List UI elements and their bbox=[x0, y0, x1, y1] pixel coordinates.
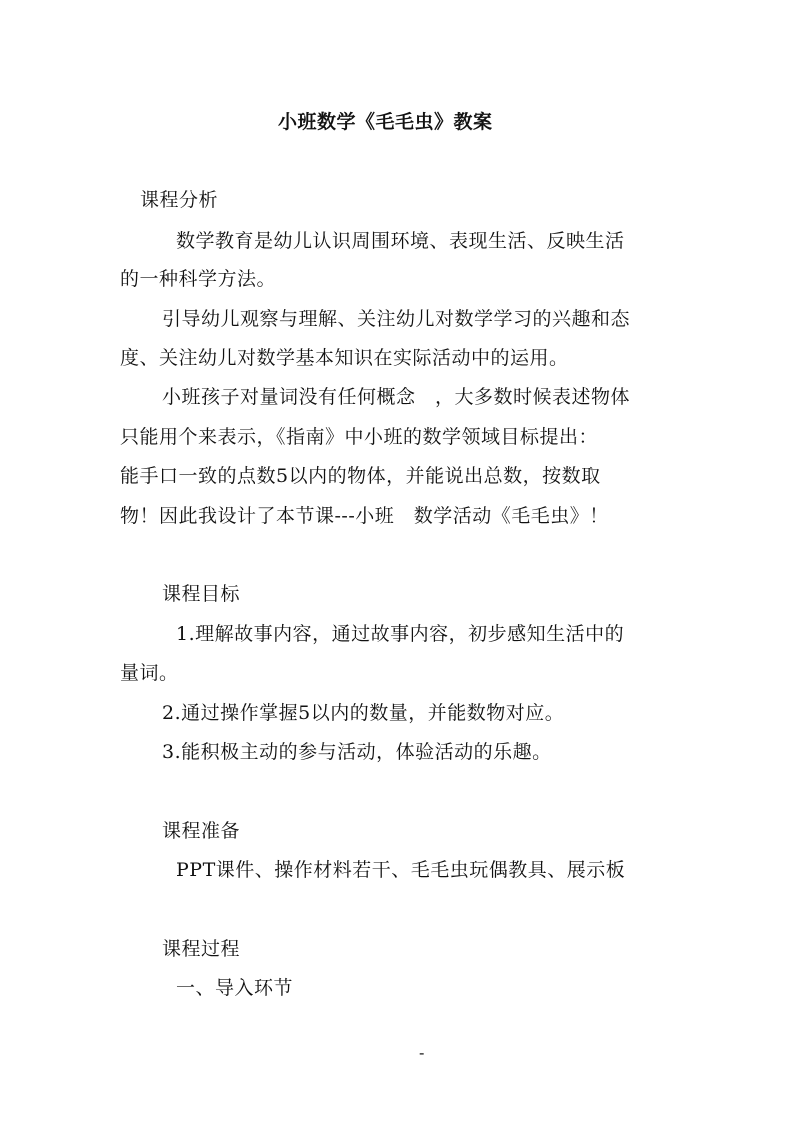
paragraph-line: 能手口一致的点数5以内的物体，并能说出总数，按数取 bbox=[120, 465, 601, 487]
section-heading-process: 课程过程 bbox=[162, 938, 241, 960]
page-footer-mark: - bbox=[419, 1043, 425, 1062]
paragraph-line: 量词。 bbox=[120, 662, 179, 684]
paragraph-line: 数学教育是幼儿认识周围环境、表现生活、反映生活 bbox=[176, 230, 625, 252]
paragraph-line: 物！因此我设计了本节课---小班 数学活动《毛毛虫》！ bbox=[120, 505, 609, 527]
paragraph-line: 引导幼儿观察与理解、关注幼儿对数学学习的兴趣和态 bbox=[162, 308, 631, 330]
paragraph-line: 一、导入环节 bbox=[176, 977, 294, 999]
paragraph-line: PPT课件、操作材料若干、毛毛虫玩偶教具、展示板 bbox=[176, 859, 626, 881]
paragraph-line: 3.能积极主动的参与活动，体验活动的乐趣。 bbox=[162, 741, 552, 763]
section-heading-goals: 课程目标 bbox=[162, 583, 241, 605]
paragraph-line: 小班孩子对量词没有任何概念 ，大多数时候表述物体 bbox=[162, 386, 631, 408]
document-title: 小班数学《毛毛虫》教案 bbox=[278, 111, 493, 133]
paragraph-line: 度、关注幼儿对数学基本知识在实际活动中的运用。 bbox=[120, 347, 569, 369]
paragraph-line: 2.通过操作掌握5以内的数量，并能数物对应。 bbox=[162, 702, 565, 724]
section-heading-analysis: 课程分析 bbox=[140, 189, 219, 211]
paragraph-line: 只能用个来表示，《指南》中小班的数学领域目标提出： bbox=[120, 426, 599, 448]
paragraph-line: 的一种科学方法。 bbox=[120, 268, 277, 290]
section-heading-preparation: 课程准备 bbox=[162, 820, 241, 842]
paragraph-line: 1.理解故事内容，通过故事内容，初步感知生活中的 bbox=[176, 623, 625, 645]
